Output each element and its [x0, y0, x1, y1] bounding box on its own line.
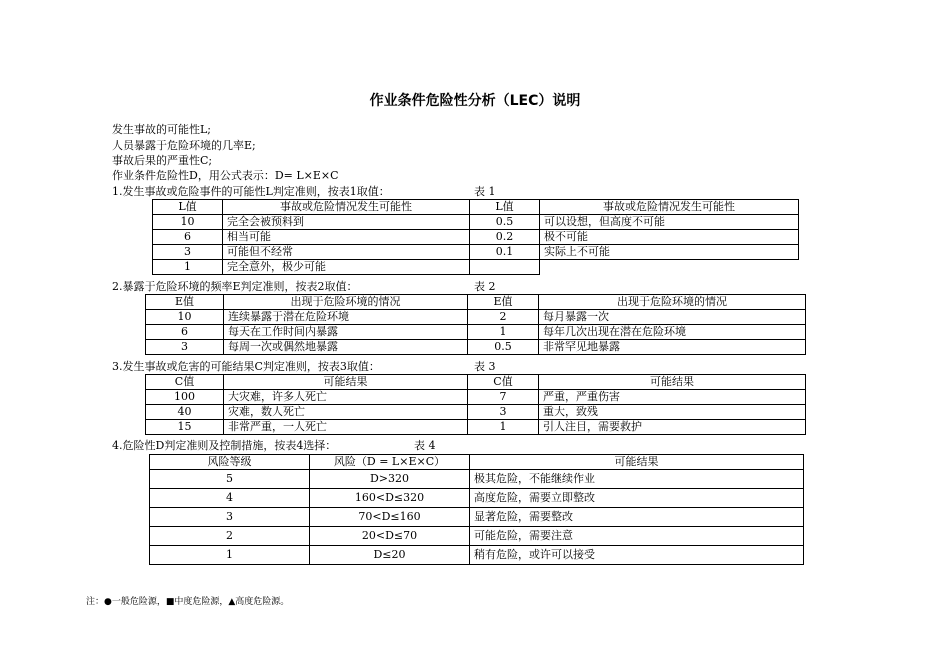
table-cell: 每月暴露一次	[539, 310, 806, 325]
intro-line-e: 人员暴露于危险环境的几率E;	[112, 139, 256, 152]
table-cell	[470, 260, 540, 275]
table-cell: 10	[153, 215, 223, 230]
table-cell: 显著危险，需要整改	[470, 508, 804, 527]
header-cell: 事故或危险情况发生可能性	[223, 200, 470, 215]
table-3-consequence	[145, 374, 806, 435]
table-row	[150, 508, 804, 527]
table-cell: 极不可能	[540, 230, 799, 245]
footnote: 注：●一般危险源，■中度危险源，▲高度危险源。	[86, 597, 290, 607]
table-1-likelihood	[152, 199, 799, 275]
table-cell: 3	[468, 405, 539, 420]
table-row	[146, 310, 806, 325]
table-cell: 严重，严重伤害	[539, 390, 806, 405]
table-cell: 非常严重，一人死亡	[224, 420, 468, 435]
table-cell: 极其危险，不能继续作业	[470, 470, 804, 489]
table-cell: 每年几次出现在潜在危险环境	[539, 325, 806, 340]
table-cell: 3	[150, 508, 310, 527]
table-header-row	[146, 375, 806, 390]
header-cell: 出现于危险环境的情况	[539, 295, 806, 310]
table-cell: 100	[146, 390, 224, 405]
table-row	[153, 260, 799, 275]
table-cell: 3	[153, 245, 223, 260]
table-cell: 4	[150, 489, 310, 508]
table-cell: D≤20	[310, 546, 470, 565]
table3-caption: 表 3	[474, 360, 496, 373]
table-row	[146, 405, 806, 420]
table-cell: 70<D≤160	[310, 508, 470, 527]
header-cell: C值	[146, 375, 224, 390]
table-cell: 可能但不经常	[223, 245, 470, 260]
table-cell: 40	[146, 405, 224, 420]
table-row	[150, 470, 804, 489]
table-cell: 连续暴露于潜在危险环境	[224, 310, 468, 325]
table-cell: 5	[150, 470, 310, 489]
table-row	[153, 230, 799, 245]
table-row	[153, 245, 799, 260]
header-cell: C值	[468, 375, 539, 390]
table-row	[150, 546, 804, 565]
section3-heading: 3.发生事故或危害的可能结果C判定准则，按表3取值：	[112, 360, 380, 373]
header-cell: 事故或危险情况发生可能性	[540, 200, 799, 215]
section1-heading: 1.发生事故或危险事件的可能性L判定准则，按表1取值：	[112, 185, 390, 198]
table-cell: 每天在工作时间内暴露	[224, 325, 468, 340]
table-cell: 可以设想，但高度不可能	[540, 215, 799, 230]
table-2-exposure	[145, 294, 806, 355]
table-cell: 160<D≤320	[310, 489, 470, 508]
table4-caption: 表 4	[414, 439, 436, 452]
page-title: 作业条件危险性分析（LEC）说明	[369, 93, 581, 109]
table-cell: 重大，致残	[539, 405, 806, 420]
table-cell: 0.5	[468, 340, 539, 355]
section2-heading: 2.暴露于危险环境的频率E判定准则，按表2取值：	[112, 280, 358, 293]
table-cell: 引人注目，需要救护	[539, 420, 806, 435]
table-cell: 1	[468, 420, 539, 435]
intro-line-l: 发生事故的可能性L;	[112, 123, 212, 136]
table-cell: 10	[146, 310, 224, 325]
table-cell: 1	[150, 546, 310, 565]
table2-caption: 表 2	[474, 280, 496, 293]
header-cell: E值	[468, 295, 539, 310]
table-cell: 0.2	[470, 230, 540, 245]
table-row	[146, 340, 806, 355]
table-cell: 可能危险，需要注意	[470, 527, 804, 546]
table-cell: 0.1	[470, 245, 540, 260]
table-row	[146, 390, 806, 405]
table-cell: 20<D≤70	[310, 527, 470, 546]
table-row	[153, 215, 799, 230]
header-cell: 出现于危险环境的情况	[224, 295, 468, 310]
header-cell: L值	[153, 200, 223, 215]
table-cell: 完全意外，极少可能	[223, 260, 470, 275]
table-cell: 3	[146, 340, 224, 355]
table-cell: 相当可能	[223, 230, 470, 245]
intro-line-c: 事故后果的严重性C;	[112, 154, 213, 167]
header-cell: L值	[470, 200, 540, 215]
header-cell: 可能结果	[224, 375, 468, 390]
table-cell: 2	[468, 310, 539, 325]
table-row	[146, 420, 806, 435]
table-row	[150, 527, 804, 546]
header-cell: 可能结果	[470, 455, 804, 470]
table-cell	[540, 260, 799, 275]
header-cell: 可能结果	[539, 375, 806, 390]
table-cell: 6	[153, 230, 223, 245]
table-cell: 高度危险，需要立即整改	[470, 489, 804, 508]
table-cell: 6	[146, 325, 224, 340]
table-row	[146, 325, 806, 340]
table-row	[150, 489, 804, 508]
table-header-row	[153, 200, 799, 215]
table-cell: 7	[468, 390, 539, 405]
table-cell: 2	[150, 527, 310, 546]
section4-heading: 4.危险性D判定准则及控制措施，按表4选择：	[112, 439, 337, 452]
table-cell: 稍有危险，或许可以接受	[470, 546, 804, 565]
header-cell: E值	[146, 295, 224, 310]
intro-line-d: 作业条件危险性D，用公式表示：D= L×E×C	[112, 169, 339, 182]
table-header-row	[150, 455, 804, 470]
table-header-row	[146, 295, 806, 310]
table-cell: 实际上不可能	[540, 245, 799, 260]
header-cell: 风险等级	[150, 455, 310, 470]
table-4-risk-level	[149, 454, 804, 565]
table-cell: D>320	[310, 470, 470, 489]
table-cell: 大灾难，许多人死亡	[224, 390, 468, 405]
header-cell: 风险（D = L×E×C）	[310, 455, 470, 470]
table-cell: 0.5	[470, 215, 540, 230]
table-cell: 1	[153, 260, 223, 275]
table-cell: 每周一次或偶然地暴露	[224, 340, 468, 355]
table-cell: 15	[146, 420, 224, 435]
table-cell: 灾难，数人死亡	[224, 405, 468, 420]
table1-caption: 表 1	[474, 185, 496, 198]
table-cell: 完全会被预料到	[223, 215, 470, 230]
table-cell: 非常罕见地暴露	[539, 340, 806, 355]
table-cell: 1	[468, 325, 539, 340]
